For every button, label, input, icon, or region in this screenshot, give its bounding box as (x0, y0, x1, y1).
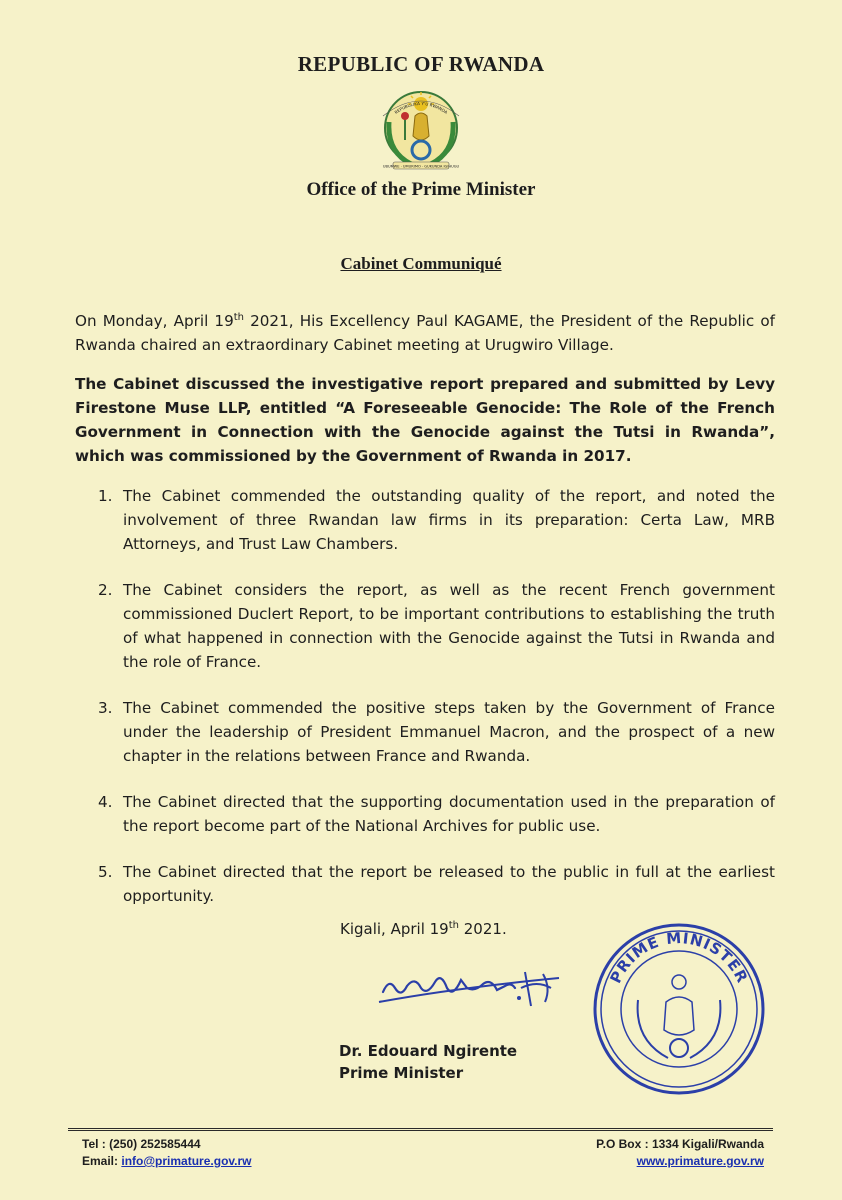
phone-number: (250) 252585444 (109, 1137, 201, 1151)
list-item (75, 860, 775, 908)
office-heading: Office of the Prime Minister (306, 179, 536, 200)
item-text: The Cabinet commended the outstanding quality of the report, and noted the involvement of three Rwandan law firms in its preparation: Certa Law, MRB Attorneys, and Trust Law Chambers. (123, 487, 775, 553)
place-date: Kigali, April 19th 2021. (340, 920, 507, 938)
item-number: 4. (98, 793, 113, 811)
item-text: The Cabinet directed that the report be released to the public in full at the earliest opportunity. (123, 863, 775, 905)
svg-text:PRIME MINISTER (606, 929, 751, 986)
intro-paragraph: On Monday, April 19th 2021, His Excellency Paul KAGAME, the President of the Republic of Rwanda chaired an extraordinary Cabinet meeting at Urugwiro Village. (75, 311, 775, 354)
resolutions-list (75, 484, 775, 908)
website-link[interactable]: www.primature.gov.rw (636, 1154, 764, 1168)
emblem-motto: UBUMWE · UMURIMO · GUKUNDA IGIHUGU (382, 164, 460, 169)
list-item (75, 484, 775, 556)
list-item (75, 696, 775, 768)
emblem-top-text: REPUBULIKA Y'U RWANDA (393, 100, 449, 115)
signature-image (375, 958, 565, 1018)
item-text: The Cabinet directed that the supporting documentation used in the preparation of the report become part of the National Archives for public use. (123, 793, 775, 835)
item-number: 3. (98, 699, 113, 717)
item-text: The Cabinet commended the positive steps taken by the Government of France under the leadership of President Emmanuel Macron, and the prospect of a new chapter in the relations between France and Rwanda. (123, 699, 775, 765)
official-stamp-icon (588, 920, 770, 1098)
document-title: Cabinet Communiqué (340, 254, 502, 273)
item-text: The Cabinet considers the report, as well as the recent French government commissioned Duclert Report, to be important contributions to establishing the truth of what happened in connection with the Genocide against the Tutsi in Rwanda and the role of France. (123, 581, 775, 671)
country-heading: REPUBLIC OF RWANDA (297, 52, 545, 76)
signatory-block (339, 1040, 517, 1084)
list-item (75, 790, 775, 838)
footer-address (596, 1136, 764, 1170)
national-emblem-icon (367, 82, 475, 174)
email-link[interactable]: info@primature.gov.rw (121, 1154, 252, 1168)
footer-divider (68, 1128, 773, 1131)
stamp-text: PRIME MINISTER (606, 928, 752, 987)
signatory-title: Prime Minister (339, 1064, 464, 1082)
summary-paragraph: The Cabinet discussed the investigative report prepared and submitted by Levy Firestone Muse LLP, entitled “A Foreseeable Genocide: The Role of the French Government in Connection with the Genocide against the Tutsi in Rwanda”, which was commissioned by the Government of Rwanda in 2017. (75, 375, 775, 465)
footer-contact: Tel : (250) 252585444 Email: info@primature.gov.rw (82, 1137, 252, 1168)
list-item (75, 578, 775, 674)
item-number: 2. (98, 581, 113, 599)
po-box: P.O Box : 1334 Kigali/Rwanda (596, 1137, 764, 1151)
item-number: 5. (98, 863, 113, 881)
signatory-name: Dr. Edouard Ngirente (339, 1042, 518, 1060)
item-number: 1. (98, 487, 113, 505)
